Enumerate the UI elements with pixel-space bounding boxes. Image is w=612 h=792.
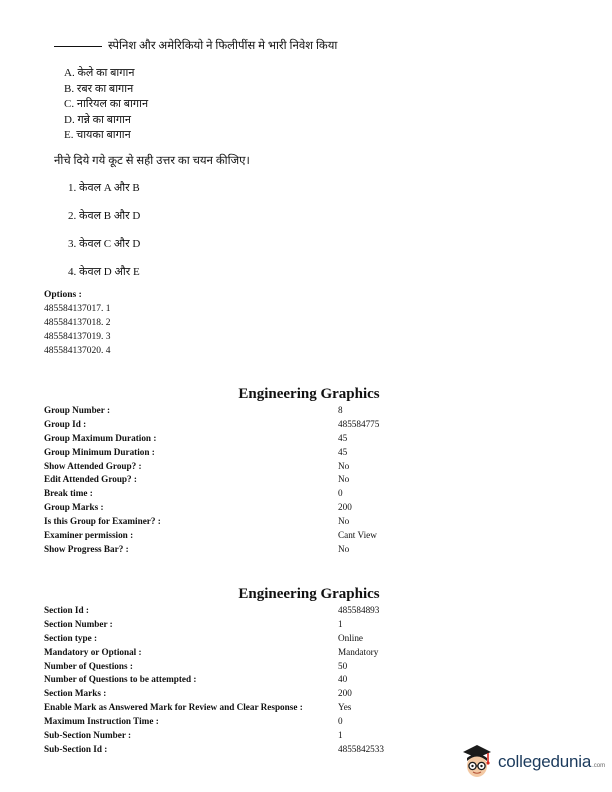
detail-label: Break time :: [44, 488, 93, 499]
detail-row: [44, 432, 564, 446]
detail-row: [44, 529, 564, 543]
detail-row: [44, 404, 564, 418]
detail-value: 485584775: [338, 418, 380, 429]
detail-value: Cant View: [338, 530, 377, 541]
detail-label: Examiner permission :: [44, 530, 134, 541]
logo-domain: .com: [592, 763, 606, 769]
detail-label: Section Marks :: [44, 688, 107, 699]
section-title: Engineering Graphics: [238, 586, 380, 602]
answer-option: 2. केवल B और D: [68, 210, 141, 222]
option-id: 485584137019. 3: [44, 332, 111, 342]
detail-value: 200: [338, 502, 352, 513]
detail-row: [44, 701, 564, 715]
logo-wordmark: collegedunia: [498, 752, 592, 771]
choice-item: C. नारियल का बागान: [64, 98, 149, 110]
detail-label: Number of Questions to be attempted :: [44, 674, 197, 685]
choice-item: B. रबर का बागान: [64, 82, 134, 95]
student-mascot-icon: [460, 743, 494, 781]
detail-row: [44, 729, 564, 743]
detail-value: 50: [338, 660, 348, 671]
group-details: [44, 404, 564, 557]
detail-row: [44, 501, 564, 515]
section-details: [44, 604, 564, 757]
detail-label: Group Minimum Duration :: [44, 446, 155, 457]
detail-row: [44, 446, 564, 460]
detail-value: 45: [338, 446, 348, 457]
answer-list: [68, 180, 140, 292]
detail-row: [44, 673, 564, 687]
question-stem: स्पेनिश और अमेरिकियो ने फिलीपींस मे भारी निवेश किया: [108, 40, 338, 52]
options-heading: Options :: [44, 290, 82, 300]
detail-value: Mandatory: [338, 646, 379, 657]
detail-value: 1: [338, 618, 343, 629]
detail-row: [44, 646, 564, 660]
detail-value: 0: [338, 716, 343, 727]
detail-label: Section Number :: [44, 618, 113, 629]
answer-blank: [54, 46, 102, 47]
detail-label: Enable Mark as Answered Mark for Review and Clear Response :: [44, 702, 303, 713]
detail-label: Sub-Section Number :: [44, 730, 132, 741]
detail-row: [44, 515, 564, 529]
detail-row: [44, 687, 564, 701]
detail-label: Sub-Section Id :: [44, 743, 108, 754]
detail-value: 1: [338, 730, 343, 741]
detail-value: 485584893: [338, 605, 380, 615]
detail-row: [44, 604, 564, 618]
detail-row: [44, 473, 564, 487]
detail-label: Section Id :: [44, 605, 89, 615]
detail-row: [44, 418, 564, 432]
answer-option: 4. केवल D और E: [68, 266, 140, 278]
detail-label: Edit Attended Group? :: [44, 474, 137, 485]
detail-value: 200: [338, 688, 352, 699]
answer-option: 1. केवल A और B: [68, 182, 140, 194]
detail-label: Number of Questions :: [44, 660, 133, 671]
detail-label: Group Maximum Duration :: [44, 432, 157, 443]
detail-label: Section type :: [44, 632, 98, 643]
detail-value: No: [338, 543, 350, 554]
collegedunia-logo: [460, 742, 610, 782]
choice-list: [64, 66, 148, 144]
question-text: [54, 38, 337, 53]
detail-label: Show Attended Group? :: [44, 460, 142, 471]
detail-value: No: [338, 516, 350, 527]
detail-label: Mandatory or Optional :: [44, 646, 142, 657]
choice-item: D. गन्ने का बागान: [64, 113, 131, 126]
group-title: Engineering Graphics: [238, 386, 380, 402]
detail-value: 4855842533: [338, 743, 384, 754]
detail-label: Is this Group for Examiner? :: [44, 516, 161, 527]
detail-value: 0: [338, 488, 343, 499]
detail-value: No: [338, 460, 350, 471]
detail-label: Group Id :: [44, 418, 87, 429]
detail-row: [44, 660, 564, 674]
detail-label: Group Number :: [44, 405, 111, 415]
detail-value: 45: [338, 432, 348, 443]
option-id: 485584137020. 4: [44, 346, 111, 356]
option-id: 485584137018. 2: [44, 318, 111, 328]
options-list: [44, 288, 111, 358]
option-id: 485584137017. 1: [44, 304, 111, 314]
detail-label: Maximum Instruction Time :: [44, 716, 159, 727]
detail-value: No: [338, 474, 350, 485]
detail-row: [44, 487, 564, 501]
detail-row: [44, 632, 564, 646]
detail-row: [44, 543, 564, 557]
detail-value: Online: [338, 632, 364, 643]
detail-value: Yes: [338, 702, 352, 713]
detail-row: [44, 460, 564, 474]
instruction-text: नीचे दिये गये कूट से सही उत्तर का चयन कीजिए।: [54, 155, 250, 167]
detail-label: Show Progress Bar? :: [44, 543, 129, 554]
choice-item: A. केले का बागान: [64, 67, 135, 79]
choice-item: E. चायका बागान: [64, 129, 131, 141]
detail-row: [44, 618, 564, 632]
detail-value: 8: [338, 405, 343, 415]
detail-row: [44, 715, 564, 729]
detail-value: 40: [338, 674, 348, 685]
detail-label: Group Marks :: [44, 502, 104, 513]
answer-option: 3. केवल C और D: [68, 238, 141, 250]
